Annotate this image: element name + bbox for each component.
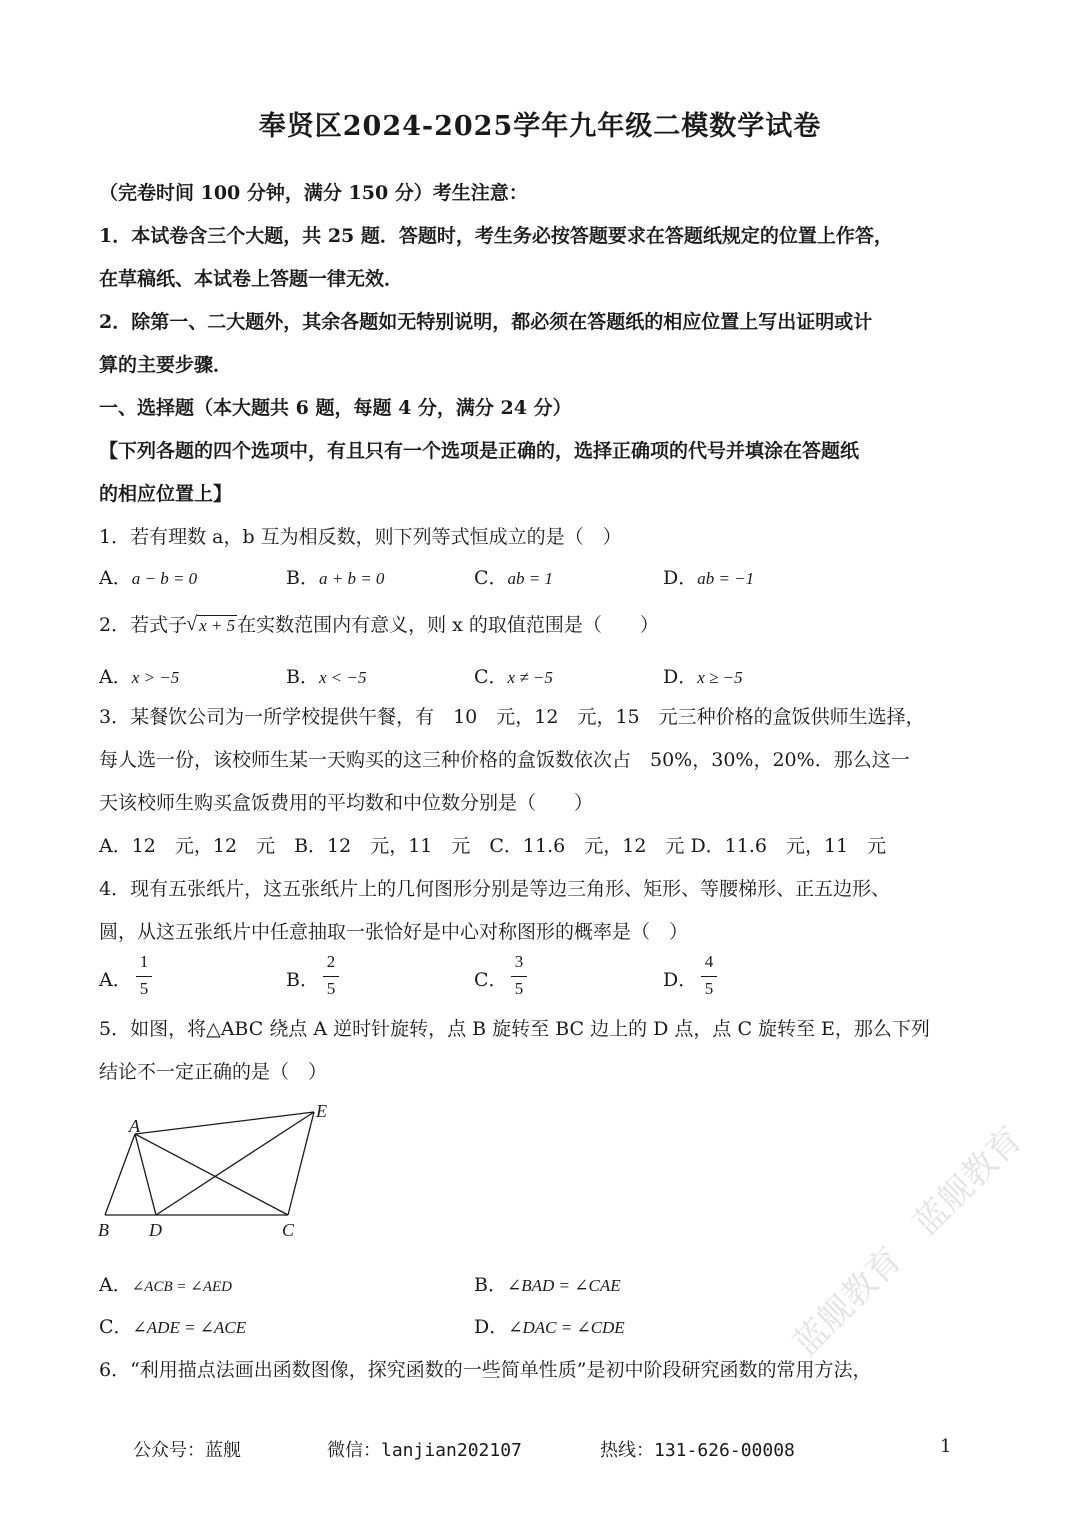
question-5-option-c: C．∠ADE = ∠ACE <box>99 1316 247 1338</box>
notice-item-2-line-2: 算的主要步骤． <box>99 354 233 376</box>
question-5-option-a: A．∠ACB = ∠AED <box>99 1274 232 1296</box>
question-5-figure <box>90 1095 350 1245</box>
segment-ac <box>135 1134 288 1215</box>
question-4-option-a-fraction: 1 5 <box>136 952 152 999</box>
footer-wechat-account: 公众号：蓝舰 <box>133 1440 241 1461</box>
footer-wechat: 微信：lanjian202107 <box>327 1440 522 1461</box>
question-2-option-c: C．x ≠ −5 <box>474 666 553 688</box>
question-4-option-d-label: D． <box>663 969 698 991</box>
question-4-option-c-fraction: 3 5 <box>511 952 527 999</box>
label-b: B <box>98 1220 109 1240</box>
footer-hotline: 热线：131-626-00008 <box>600 1440 795 1461</box>
label-c: C <box>282 1220 295 1240</box>
label-a: A <box>129 1116 140 1136</box>
question-3-options: A．12 元，12 元 B．12 元，11 元 C．11.6 元，12 元 D．11.6 元，11 元 <box>99 835 887 857</box>
page-number: 1 <box>940 1436 952 1457</box>
question-4-line-1: 4．现有五张纸片，这五张纸片上的几何图形分别是等边三角形、矩形、等腰梯形、正五边形、 <box>99 878 891 900</box>
label-e: E <box>316 1101 327 1121</box>
segment-de <box>156 1112 314 1215</box>
question-3-line-1: 3．某餐饮公司为一所学校提供午餐，有 10 元，12 元，15 元三种价格的盒饭供师生选择， <box>99 706 925 728</box>
section-1-heading: 一、选择题（本大题共 6 题，每题 4 分，满分 24 分） <box>99 397 572 419</box>
question-5-option-b: B．∠BAD = ∠CAE <box>474 1274 621 1296</box>
question-2-option-b: B．x < −5 <box>286 666 367 688</box>
segment-ae <box>135 1112 314 1134</box>
question-1-option-b: B．a + b = 0 <box>286 567 385 589</box>
question-4-option-b-fraction: 2 5 <box>323 952 339 999</box>
question-4-option-d-fraction: 4 5 <box>701 952 717 999</box>
question-4-line-2: 圆，从这五张纸片中任意抽取一张恰好是中心对称图形的概率是（ ） <box>99 921 689 943</box>
notice-item-1-line-1: 1．本试卷含三个大题，共 25 题．答题时，考生务必按答题要求在答题纸规定的位置上作答， <box>99 225 893 247</box>
question-1-stem: 1．若有理数 a，b 互为相反数，则下列等式恒成立的是（ ） <box>99 526 622 548</box>
page-title: 奉贤区2024-2025学年九年级二模数学试卷 <box>258 111 822 142</box>
question-1-option-c: C．ab = 1 <box>474 567 554 589</box>
question-2-option-a: A．x > −5 <box>99 666 180 688</box>
label-d: D <box>149 1220 162 1240</box>
question-2-option-d: D．x ≥ −5 <box>663 666 743 688</box>
segment-ec <box>288 1112 314 1215</box>
exam-notice-intro: （完卷时间 100 分钟，满分 150 分）考生注意： <box>99 182 528 204</box>
question-5-line-2: 结论不一定正确的是（ ） <box>99 1061 328 1083</box>
question-5-option-d: D．∠DAC = ∠CDE <box>474 1316 625 1338</box>
segment-ab <box>105 1134 135 1215</box>
question-2-stem: 2．若式子 √ x + 5 在实数范围内有意义，则 x 的取值范围是（ ） <box>99 613 659 636</box>
notice-item-1-line-2: 在草稿纸、本试卷上答题一律无效． <box>99 268 404 290</box>
question-6-line-1: 6．“利用描点法画出函数图像，探究函数的一些简单性质”是初中阶段研究函数的常用方法， <box>99 1359 872 1381</box>
watermark: 蓝舰教育 蓝舰教育 <box>785 1119 1031 1364</box>
question-5-line-1: 5．如图，将△ABC 绕点 A 逆时针旋转，点 B 旋转至 BC 边上的 D 点，点 C 旋转至 E，那么下列 <box>99 1018 930 1040</box>
question-1-option-d: D．ab = −1 <box>663 567 755 589</box>
question-3-line-3: 天该校师生购买盒饭费用的平均数和中位数分别是（ ） <box>99 792 594 814</box>
question-3-line-2: 每人选一份，该校师生某一天购买的这三种价格的盒饭数依次占 50%，30%，20%．那么这一 <box>99 749 910 771</box>
question-4-option-b-label: B． <box>286 969 319 991</box>
question-4-option-a-label: A． <box>99 969 132 991</box>
question-4-option-c-label: C． <box>474 969 508 991</box>
section-1-instruction-line-1: 【下列各题的四个选项中，有且只有一个选项是正确的，选择正确项的代号并填涂在答题纸 <box>99 440 860 462</box>
question-1-option-a: A．a − b = 0 <box>99 567 198 589</box>
section-1-instruction-line-2: 的相应位置上】 <box>99 483 233 505</box>
segment-ad <box>135 1134 156 1215</box>
notice-item-2-line-1: 2．除第一、二大题外，其余各题如无特别说明，都必须在答题纸的相应位置上写出证明或计 <box>99 311 873 333</box>
